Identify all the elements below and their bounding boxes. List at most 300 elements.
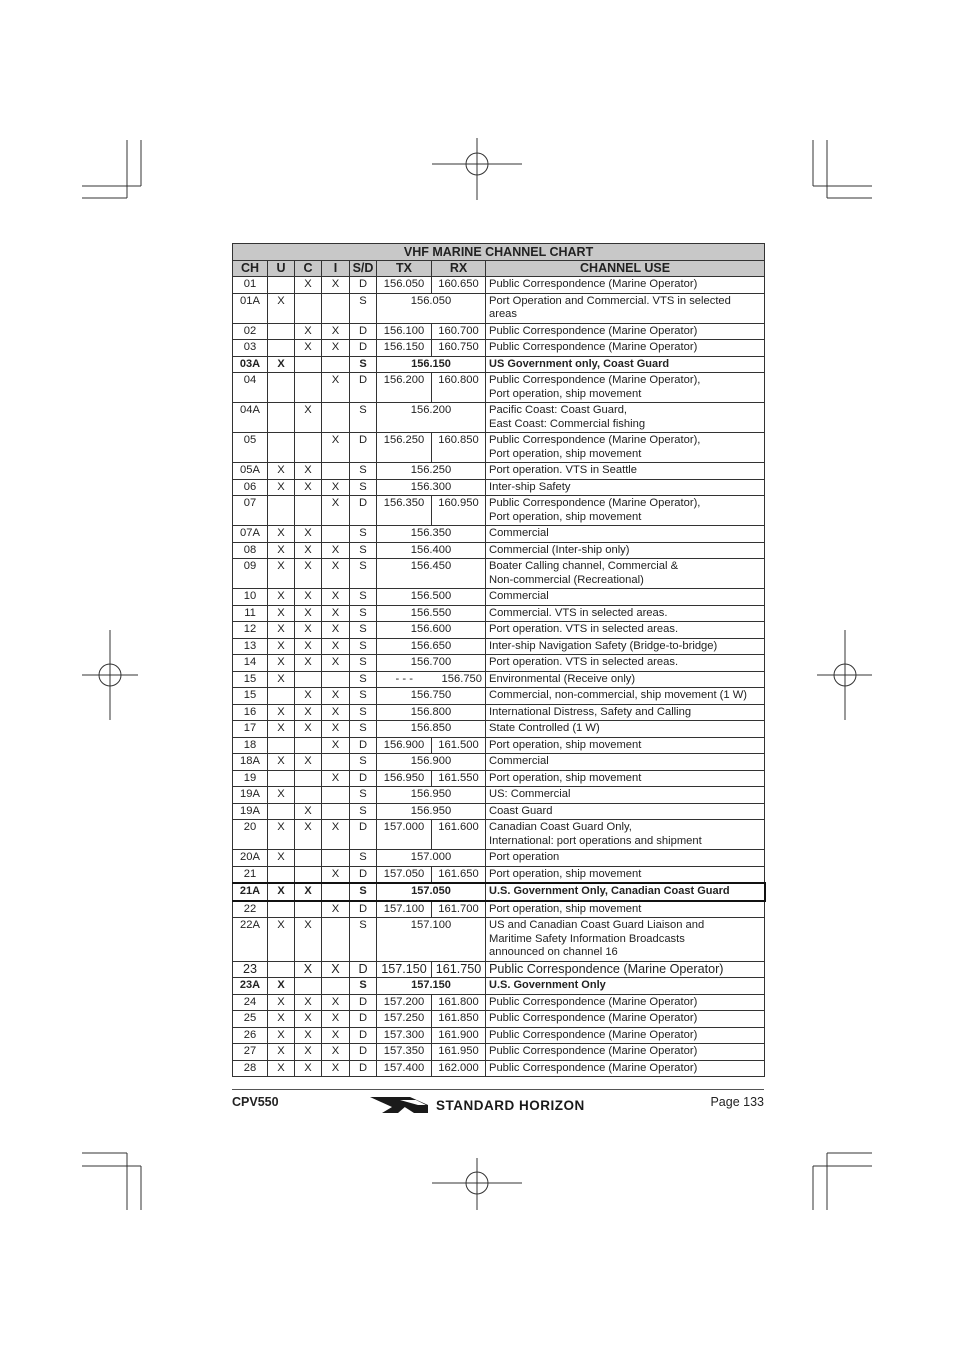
- cell-c: X: [295, 688, 322, 705]
- cell-txrx: 157.150: [377, 978, 486, 995]
- cell-channel-use: [486, 770, 765, 787]
- cell-u: [268, 373, 295, 403]
- cell-c: X: [295, 559, 322, 589]
- table-row: [233, 901, 765, 918]
- cell-i: [322, 526, 350, 543]
- cell-sd: D: [350, 323, 377, 340]
- cell-ch: 19A: [233, 803, 268, 820]
- cell-sd: D: [350, 961, 377, 978]
- cell-u: [268, 770, 295, 787]
- cell-sd: S: [350, 754, 377, 771]
- channel-use-line: Maritime Safety Information Broadcasts: [489, 932, 685, 945]
- cell-channel-use: [486, 496, 765, 526]
- cell-sd: D: [350, 770, 377, 787]
- table-row: [233, 356, 765, 373]
- cell-sd: S: [350, 463, 377, 480]
- table-row: [233, 373, 765, 403]
- cell-u: X: [268, 542, 295, 559]
- cell-u: X: [268, 622, 295, 639]
- cell-c: X: [295, 463, 322, 480]
- cell-c: X: [295, 542, 322, 559]
- cell-ch: 09: [233, 559, 268, 589]
- cell-sd: S: [350, 542, 377, 559]
- cell-channel-use: [486, 589, 765, 606]
- table-row: [233, 1027, 765, 1044]
- table-row: [233, 754, 765, 771]
- cell-i: X: [322, 961, 350, 978]
- cell-ch: 25: [233, 1011, 268, 1028]
- channel-use-line: Commercial: [489, 590, 549, 602]
- cell-sd: S: [350, 638, 377, 655]
- cell-rx: 161.950: [432, 1044, 486, 1061]
- channel-use-line: Public Correspondence (Marine Operator): [489, 1061, 698, 1074]
- cell-c: X: [295, 918, 322, 962]
- cell-c: X: [295, 704, 322, 721]
- cell-tx: 157.050: [377, 866, 432, 883]
- cell-i: [322, 293, 350, 323]
- cell-txrx: 156.350: [377, 526, 486, 543]
- cell-sd: D: [350, 1060, 377, 1077]
- cell-sd: S: [350, 883, 377, 901]
- cell-i: X: [322, 373, 350, 403]
- cell-c: X: [295, 589, 322, 606]
- cell-u: X: [268, 479, 295, 496]
- cell-ch: 23: [233, 961, 268, 978]
- cell-u: X: [268, 918, 295, 962]
- cell-ch: 28: [233, 1060, 268, 1077]
- cell-i: [322, 850, 350, 867]
- vhf-channel-chart: [232, 243, 766, 1077]
- channel-use-line: Environmental (Receive only): [489, 672, 636, 685]
- cell-c: [295, 373, 322, 403]
- cell-u: X: [268, 671, 295, 688]
- cell-txrx: 156.650: [377, 638, 486, 655]
- cell-channel-use: [486, 883, 765, 901]
- channel-use-line: Port operation. VTS in selected areas.: [489, 623, 679, 635]
- cell-c: X: [295, 655, 322, 672]
- cell-channel-use: [486, 704, 765, 721]
- cell-i: [322, 356, 350, 373]
- cell-i: X: [322, 479, 350, 496]
- cell-u: X: [268, 559, 295, 589]
- table-row: [233, 340, 765, 357]
- cell-u: [268, 961, 295, 978]
- cell-ch: 04: [233, 373, 268, 403]
- cell-c: [295, 293, 322, 323]
- cell-i: X: [322, 655, 350, 672]
- channel-use-line: Commercial (Inter-ship only): [489, 543, 630, 556]
- channel-use-line: Commercial: [489, 527, 549, 539]
- cell-sd: S: [350, 850, 377, 867]
- cell-u: [268, 323, 295, 340]
- cell-tx: 157.150: [377, 961, 432, 978]
- page-number: Page 133: [710, 1095, 764, 1109]
- channel-use-line: Public Correspondence (Marine Operator): [489, 1012, 698, 1024]
- cell-tx: 157.350: [377, 1044, 432, 1061]
- table-row: [233, 293, 765, 323]
- cell-ch: 08: [233, 542, 268, 559]
- cell-sd: S: [350, 403, 377, 433]
- cell-channel-use: [486, 638, 765, 655]
- channel-use-line: Canadian Coast Guard Only,: [489, 821, 632, 833]
- cell-ch: 22A: [233, 918, 268, 962]
- channel-use-line: Public Correspondence (Marine Operator): [489, 1028, 698, 1041]
- cell-ch: 23A: [233, 978, 268, 995]
- cell-channel-use: [486, 803, 765, 820]
- cell-u: X: [268, 463, 295, 480]
- column-header: C: [295, 261, 322, 277]
- cell-channel-use: [486, 866, 765, 883]
- cell-tx: 156.350: [377, 496, 432, 526]
- cell-sd: S: [350, 559, 377, 589]
- cell-u: X: [268, 994, 295, 1011]
- cell-u: [268, 277, 295, 294]
- table-row: [233, 526, 765, 543]
- cell-txrx: 156.300: [377, 479, 486, 496]
- cell-txrx: 157.100: [377, 918, 486, 962]
- cell-ch: 11: [233, 605, 268, 622]
- cell-i: X: [322, 1011, 350, 1028]
- cell-c: X: [295, 1011, 322, 1028]
- cell-txrx: 156.600: [377, 622, 486, 639]
- cell-ch: 05A: [233, 463, 268, 480]
- channel-use-line: Port operation, ship movement: [489, 867, 642, 880]
- cell-channel-use: [486, 1027, 765, 1044]
- cell-u: X: [268, 978, 295, 995]
- cell-rx: 161.800: [432, 994, 486, 1011]
- cell-sd: S: [350, 589, 377, 606]
- cell-u: [268, 403, 295, 433]
- cell-channel-use: [486, 403, 765, 433]
- cell-sd: D: [350, 340, 377, 357]
- table-row: [233, 883, 765, 901]
- cell-i: X: [322, 542, 350, 559]
- cell-ch: 22: [233, 901, 268, 918]
- cell-channel-use: [486, 688, 765, 705]
- cell-ch: 06: [233, 479, 268, 496]
- cell-u: [268, 803, 295, 820]
- cell-ch: 24: [233, 994, 268, 1011]
- cell-i: X: [322, 994, 350, 1011]
- column-header: I: [322, 261, 350, 277]
- cell-i: X: [322, 1044, 350, 1061]
- cell-channel-use: [486, 433, 765, 463]
- cell-channel-use: [486, 1011, 765, 1028]
- cell-i: [322, 671, 350, 688]
- cell-sd: S: [350, 787, 377, 804]
- cell-rx: 160.700: [432, 323, 486, 340]
- cell-i: [322, 918, 350, 962]
- cell-channel-use: [486, 901, 765, 918]
- cell-channel-use: [486, 323, 765, 340]
- cell-sd: S: [350, 688, 377, 705]
- table-row: [233, 787, 765, 804]
- cell-channel-use: [486, 463, 765, 480]
- cell-u: [268, 901, 295, 918]
- cell-u: X: [268, 1011, 295, 1028]
- cell-channel-use: [486, 1044, 765, 1061]
- cell-rx: 160.800: [432, 373, 486, 403]
- cell-ch: 15: [233, 671, 268, 688]
- cell-u: X: [268, 704, 295, 721]
- cell-c: X: [295, 605, 322, 622]
- table-row: [233, 803, 765, 820]
- cell-tx: 156.900: [377, 737, 432, 754]
- cell-ch: 17: [233, 721, 268, 738]
- channel-use-line: US: Commercial: [489, 788, 571, 800]
- cell-ch: 19: [233, 770, 268, 787]
- cell-u: X: [268, 787, 295, 804]
- column-header: CHANNEL USE: [486, 261, 765, 277]
- cell-sd: D: [350, 994, 377, 1011]
- channel-use-line: Port operation, ship movement: [489, 771, 642, 784]
- cell-c: [295, 496, 322, 526]
- model-name: CPV550: [232, 1095, 279, 1109]
- table-row: [233, 961, 765, 978]
- channel-use-line: announced on channel 16: [489, 946, 618, 958]
- cell-ch: 18: [233, 737, 268, 754]
- cell-txrx: 156.150: [377, 356, 486, 373]
- column-header: S/D: [350, 261, 377, 277]
- table-row: [233, 704, 765, 721]
- cell-sd: S: [350, 479, 377, 496]
- cell-u: X: [268, 1027, 295, 1044]
- table-row: [233, 820, 765, 850]
- channel-use-line: U.S. Government Only, Canadian Coast Guard: [489, 885, 730, 897]
- cell-c: [295, 978, 322, 995]
- cell-rx: 161.700: [432, 901, 486, 918]
- cell-channel-use: [486, 671, 765, 688]
- cell-i: X: [322, 770, 350, 787]
- column-header-row: [233, 261, 765, 277]
- cell-channel-use: [486, 787, 765, 804]
- cell-tx: 157.100: [377, 901, 432, 918]
- cell-sd: D: [350, 1044, 377, 1061]
- cell-rx: 161.600: [432, 820, 486, 850]
- table-row: [233, 688, 765, 705]
- cell-i: X: [322, 496, 350, 526]
- channel-use-line: Commercial: [489, 755, 549, 767]
- cell-i: [322, 754, 350, 771]
- channel-use-line: State Controlled (1 W): [489, 722, 600, 734]
- cell-i: [322, 883, 350, 901]
- cell-rx: 162.000: [432, 1060, 486, 1077]
- cell-u: X: [268, 850, 295, 867]
- cell-u: X: [268, 1060, 295, 1077]
- table-row: [233, 918, 765, 962]
- cell-sd: S: [350, 293, 377, 323]
- cell-ch: 13: [233, 638, 268, 655]
- brand-name: STANDARD HORIZON: [436, 1097, 585, 1113]
- cell-c: [295, 787, 322, 804]
- channel-use-line: International Distress, Safety and Calling: [489, 705, 692, 718]
- cell-ch: 03: [233, 340, 268, 357]
- cell-i: X: [322, 1060, 350, 1077]
- cell-txrx: 156.950: [377, 803, 486, 820]
- cell-ch: 19A: [233, 787, 268, 804]
- channel-use-line: Port operation: [489, 851, 560, 863]
- cell-ch: 05: [233, 433, 268, 463]
- cell-channel-use: [486, 479, 765, 496]
- cell-sd: S: [350, 704, 377, 721]
- cell-sd: D: [350, 820, 377, 850]
- cell-c: X: [295, 479, 322, 496]
- cell-txrx: 157.050: [377, 883, 486, 901]
- table-row: [233, 589, 765, 606]
- cell-rx: 160.850: [432, 433, 486, 463]
- cell-txrx: 157.000: [377, 850, 486, 867]
- cell-channel-use: [486, 918, 765, 962]
- cell-i: X: [322, 323, 350, 340]
- cell-i: [322, 463, 350, 480]
- cell-u: [268, 688, 295, 705]
- channel-use-line: US and Canadian Coast Guard Liaison and: [489, 919, 705, 931]
- cell-channel-use: [486, 994, 765, 1011]
- cell-ch: 07A: [233, 526, 268, 543]
- table-row: [233, 1011, 765, 1028]
- table-row: [233, 1044, 765, 1061]
- channel-use-line: Coast Guard: [489, 804, 553, 817]
- cell-ch: 16: [233, 704, 268, 721]
- cell-u: [268, 340, 295, 357]
- cell-channel-use: [486, 754, 765, 771]
- cell-sd: S: [350, 671, 377, 688]
- cell-txrx: 156.950: [377, 787, 486, 804]
- cell-i: [322, 978, 350, 995]
- cell-sd: D: [350, 277, 377, 294]
- cell-u: X: [268, 526, 295, 543]
- cell-i: X: [322, 1027, 350, 1044]
- cell-i: X: [322, 589, 350, 606]
- cell-tx: 156.200: [377, 373, 432, 403]
- cell-ch: 26: [233, 1027, 268, 1044]
- cell-rx: 161.750: [432, 961, 486, 978]
- cell-sd: D: [350, 866, 377, 883]
- channel-use-line: U.S. Government Only: [489, 979, 606, 991]
- cell-txrx: 156.050: [377, 293, 486, 323]
- channel-use-line: Public Correspondence (Marine Operator): [489, 1045, 698, 1057]
- cell-tx: 157.250: [377, 1011, 432, 1028]
- channel-use-line: Port operation, ship movement: [489, 902, 642, 915]
- cell-rx: 161.500: [432, 737, 486, 754]
- cell-txrx: 156.700: [377, 655, 486, 672]
- channel-use-line: Commercial, non-commercial, ship movement (1 W): [489, 689, 747, 701]
- cell-c: [295, 737, 322, 754]
- cell-channel-use: [486, 721, 765, 738]
- cell-channel-use: [486, 622, 765, 639]
- cell-channel-use: [486, 356, 765, 373]
- cell-c: X: [295, 820, 322, 850]
- table-row: [233, 433, 765, 463]
- channel-use-line: Port operation, ship movement: [489, 510, 642, 523]
- cell-channel-use: [486, 373, 765, 403]
- table-row: [233, 605, 765, 622]
- channel-use-line: Public Correspondence (Marine Operator),: [489, 374, 701, 386]
- cell-rx: 156.750: [432, 671, 486, 688]
- cell-c: X: [295, 803, 322, 820]
- cell-sd: S: [350, 605, 377, 622]
- channel-use-line: Non-commercial (Recreational): [489, 573, 644, 586]
- cell-i: X: [322, 901, 350, 918]
- cell-i: X: [322, 340, 350, 357]
- cell-c: [295, 671, 322, 688]
- cell-channel-use: [486, 850, 765, 867]
- cell-sd: D: [350, 433, 377, 463]
- cell-channel-use: [486, 1060, 765, 1077]
- cell-sd: S: [350, 356, 377, 373]
- table-row: [233, 323, 765, 340]
- table-row: [233, 622, 765, 639]
- cell-txrx: 156.450: [377, 559, 486, 589]
- cell-txrx: 156.500: [377, 589, 486, 606]
- table-row: [233, 770, 765, 787]
- cell-ch: 03A: [233, 356, 268, 373]
- cell-u: [268, 866, 295, 883]
- standard-horizon-logo-icon: [370, 1097, 430, 1113]
- channel-use-line: Boater Calling channel, Commercial &: [489, 560, 679, 572]
- channel-use-line: Public Correspondence (Marine Operator): [489, 324, 698, 337]
- cell-channel-use: [486, 961, 765, 978]
- cell-c: X: [295, 1060, 322, 1077]
- cell-channel-use: [486, 655, 765, 672]
- table-row: [233, 978, 765, 995]
- channel-use-line: Inter-ship Navigation Safety (Bridge-to-bridge): [489, 639, 718, 652]
- cell-u: X: [268, 1044, 295, 1061]
- cell-txrx: 156.550: [377, 605, 486, 622]
- cell-ch: 20A: [233, 850, 268, 867]
- table-row: [233, 496, 765, 526]
- cell-u: X: [268, 589, 295, 606]
- table-row: [233, 277, 765, 294]
- cell-channel-use: [486, 737, 765, 754]
- table-row: [233, 638, 765, 655]
- cell-i: [322, 803, 350, 820]
- cell-tx: 156.100: [377, 323, 432, 340]
- cell-channel-use: [486, 340, 765, 357]
- cell-i: X: [322, 820, 350, 850]
- cell-ch: 01: [233, 277, 268, 294]
- cell-ch: 12: [233, 622, 268, 639]
- cell-tx: 157.300: [377, 1027, 432, 1044]
- table-row: [233, 559, 765, 589]
- table-row: [233, 994, 765, 1011]
- cell-channel-use: [486, 820, 765, 850]
- channel-use-line: Commercial. VTS in selected areas.: [489, 606, 668, 619]
- channel-use-line: International: port operations and shipment: [489, 834, 702, 847]
- cell-ch: 10: [233, 589, 268, 606]
- cell-c: X: [295, 754, 322, 771]
- cell-sd: S: [350, 918, 377, 962]
- cell-i: X: [322, 704, 350, 721]
- table-row: [233, 463, 765, 480]
- cell-c: X: [295, 622, 322, 639]
- cell-sd: D: [350, 901, 377, 918]
- cell-rx: 161.900: [432, 1027, 486, 1044]
- cell-tx: 157.200: [377, 994, 432, 1011]
- channel-use-line: East Coast: Commercial fishing: [489, 417, 646, 430]
- cell-c: X: [295, 323, 322, 340]
- cell-rx: 160.950: [432, 496, 486, 526]
- cell-ch: 07: [233, 496, 268, 526]
- chart-title: VHF MARINE CHANNEL CHART: [233, 244, 765, 261]
- channel-use-line: Public Correspondence (Marine Operator): [489, 278, 698, 290]
- cell-c: X: [295, 961, 322, 978]
- cell-tx: 156.250: [377, 433, 432, 463]
- cell-u: X: [268, 293, 295, 323]
- cell-sd: S: [350, 526, 377, 543]
- cell-ch: 15: [233, 688, 268, 705]
- cell-c: X: [295, 994, 322, 1011]
